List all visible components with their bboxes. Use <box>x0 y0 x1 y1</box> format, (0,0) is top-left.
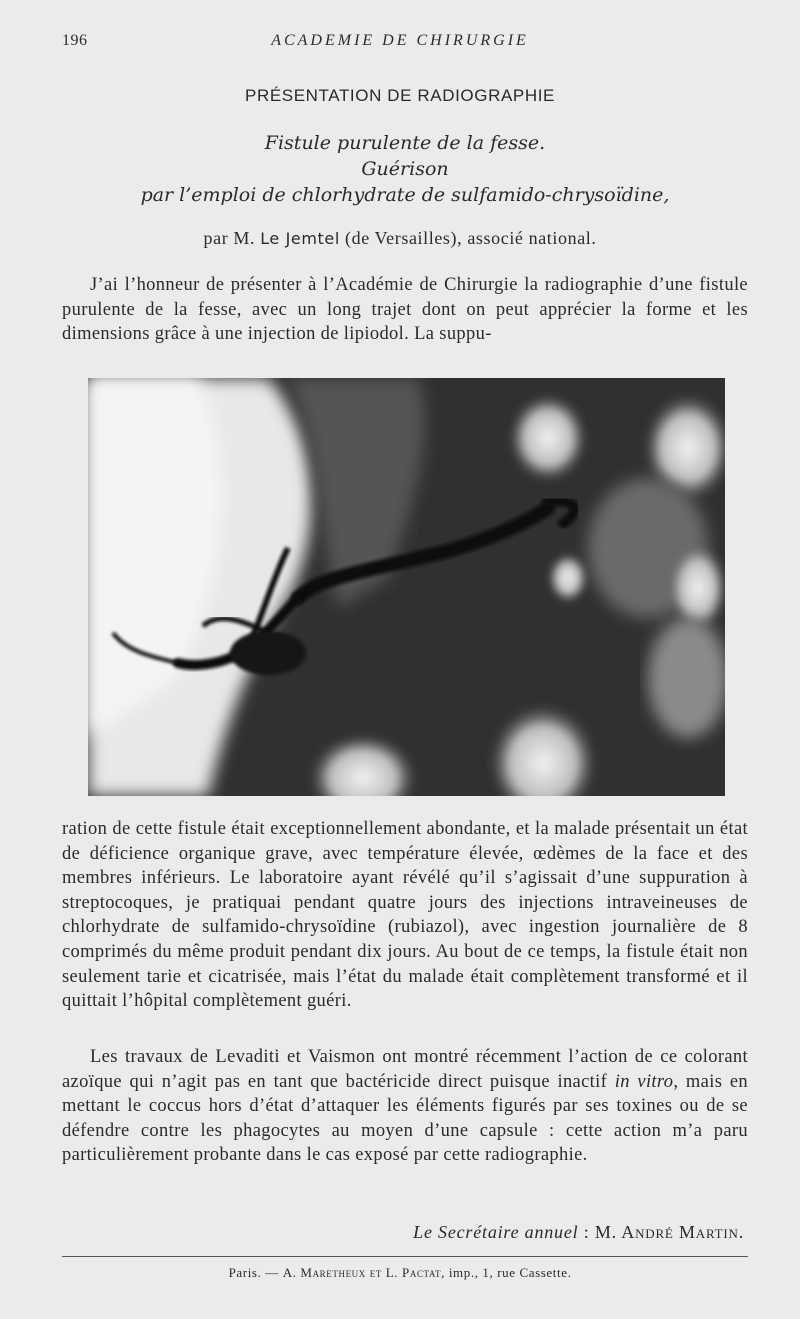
byline-affiliation: (de Versailles), associé national. <box>345 228 597 248</box>
radiograph-image <box>88 378 725 796</box>
paragraph-discussion-text-b: , mais en mettant le coccus hors d’état d’attaquer les éléments figurés par ses toxines ou de se défendre contre les phagocytes au moyen d’une capsule : cette action m’a paru particulièrement probante dans le cas exposé par cette radiographie. <box>62 1071 748 1166</box>
title-line-2: Guérison <box>361 158 449 180</box>
radiograph-figure <box>88 378 725 796</box>
article-title <box>60 130 750 208</box>
section-title: PRÉSENTATION DE RADIOGRAPHIE <box>245 86 555 105</box>
paragraph-discussion-italic: in vitro <box>614 1071 674 1092</box>
paragraph-case: ration de cette fistule était exceptionnellement abondante, et la malade présentait un état de déficience organique grave, avec température élevée, œdèmes de la face et des membres inférieurs. Le laboratoire ayant révélé qu’il s’agissait d’une suppuration à streptocoques, je pratiquai pendant quatre jours des injections intraveineuses de chlorhydrate de sulfamido-chrysoïdine (rubiazol), avec ingestion journalière de 8 comprimés du même produit pendant dix jours. Au bout de ce temps, la fistule était non seulement tarie et cicatrisée, mais l’état du malade était complètement transformé et il quittait l’hôpital complètement guéri. <box>62 819 748 1012</box>
paragraph-discussion <box>62 1045 748 1168</box>
byline-prefix: par M. <box>203 228 256 248</box>
signature <box>413 1222 744 1243</box>
signature-role: Le Secrétaire annuel <box>413 1222 579 1242</box>
imprint-printers: A. Maretheux et L. Pactat <box>282 1265 442 1280</box>
page-number: 196 <box>62 32 88 49</box>
author-name: Le Jemtel <box>260 229 340 248</box>
running-head: ACADEMIE DE CHIRURGIE <box>271 32 529 49</box>
signature-name: M. André Martin. <box>594 1222 744 1242</box>
paragraph-discussion-text-a: Les travaux de Levaditi et Vaismon ont montré récemment l’action de ce colorant azoïque qui n’agit pas en tant que bactéricide direct puisque inactif <box>62 1047 748 1092</box>
printer-imprint <box>0 1265 800 1281</box>
paragraph-intro: J’ai l’honneur de présenter à l’Académie de Chirurgie la radiographie d’une fistule purulente de la fesse, avec un long trajet dont on peut apprécier la forme et les dimensions grâce à une injection de lipiodol. La suppu- <box>62 275 748 345</box>
signature-separator: : <box>578 1222 595 1242</box>
title-line-1: Fistule purulente de la fesse. <box>264 132 546 154</box>
title-line-3: par l’emploi de chlorhydrate de sulfamido-chrysoïdine, <box>140 184 670 206</box>
footer-rule <box>62 1256 748 1257</box>
imprint-city: Paris. — <box>228 1265 279 1280</box>
imprint-address: , imp., 1, rue Cassette. <box>441 1265 572 1280</box>
byline <box>0 228 800 249</box>
